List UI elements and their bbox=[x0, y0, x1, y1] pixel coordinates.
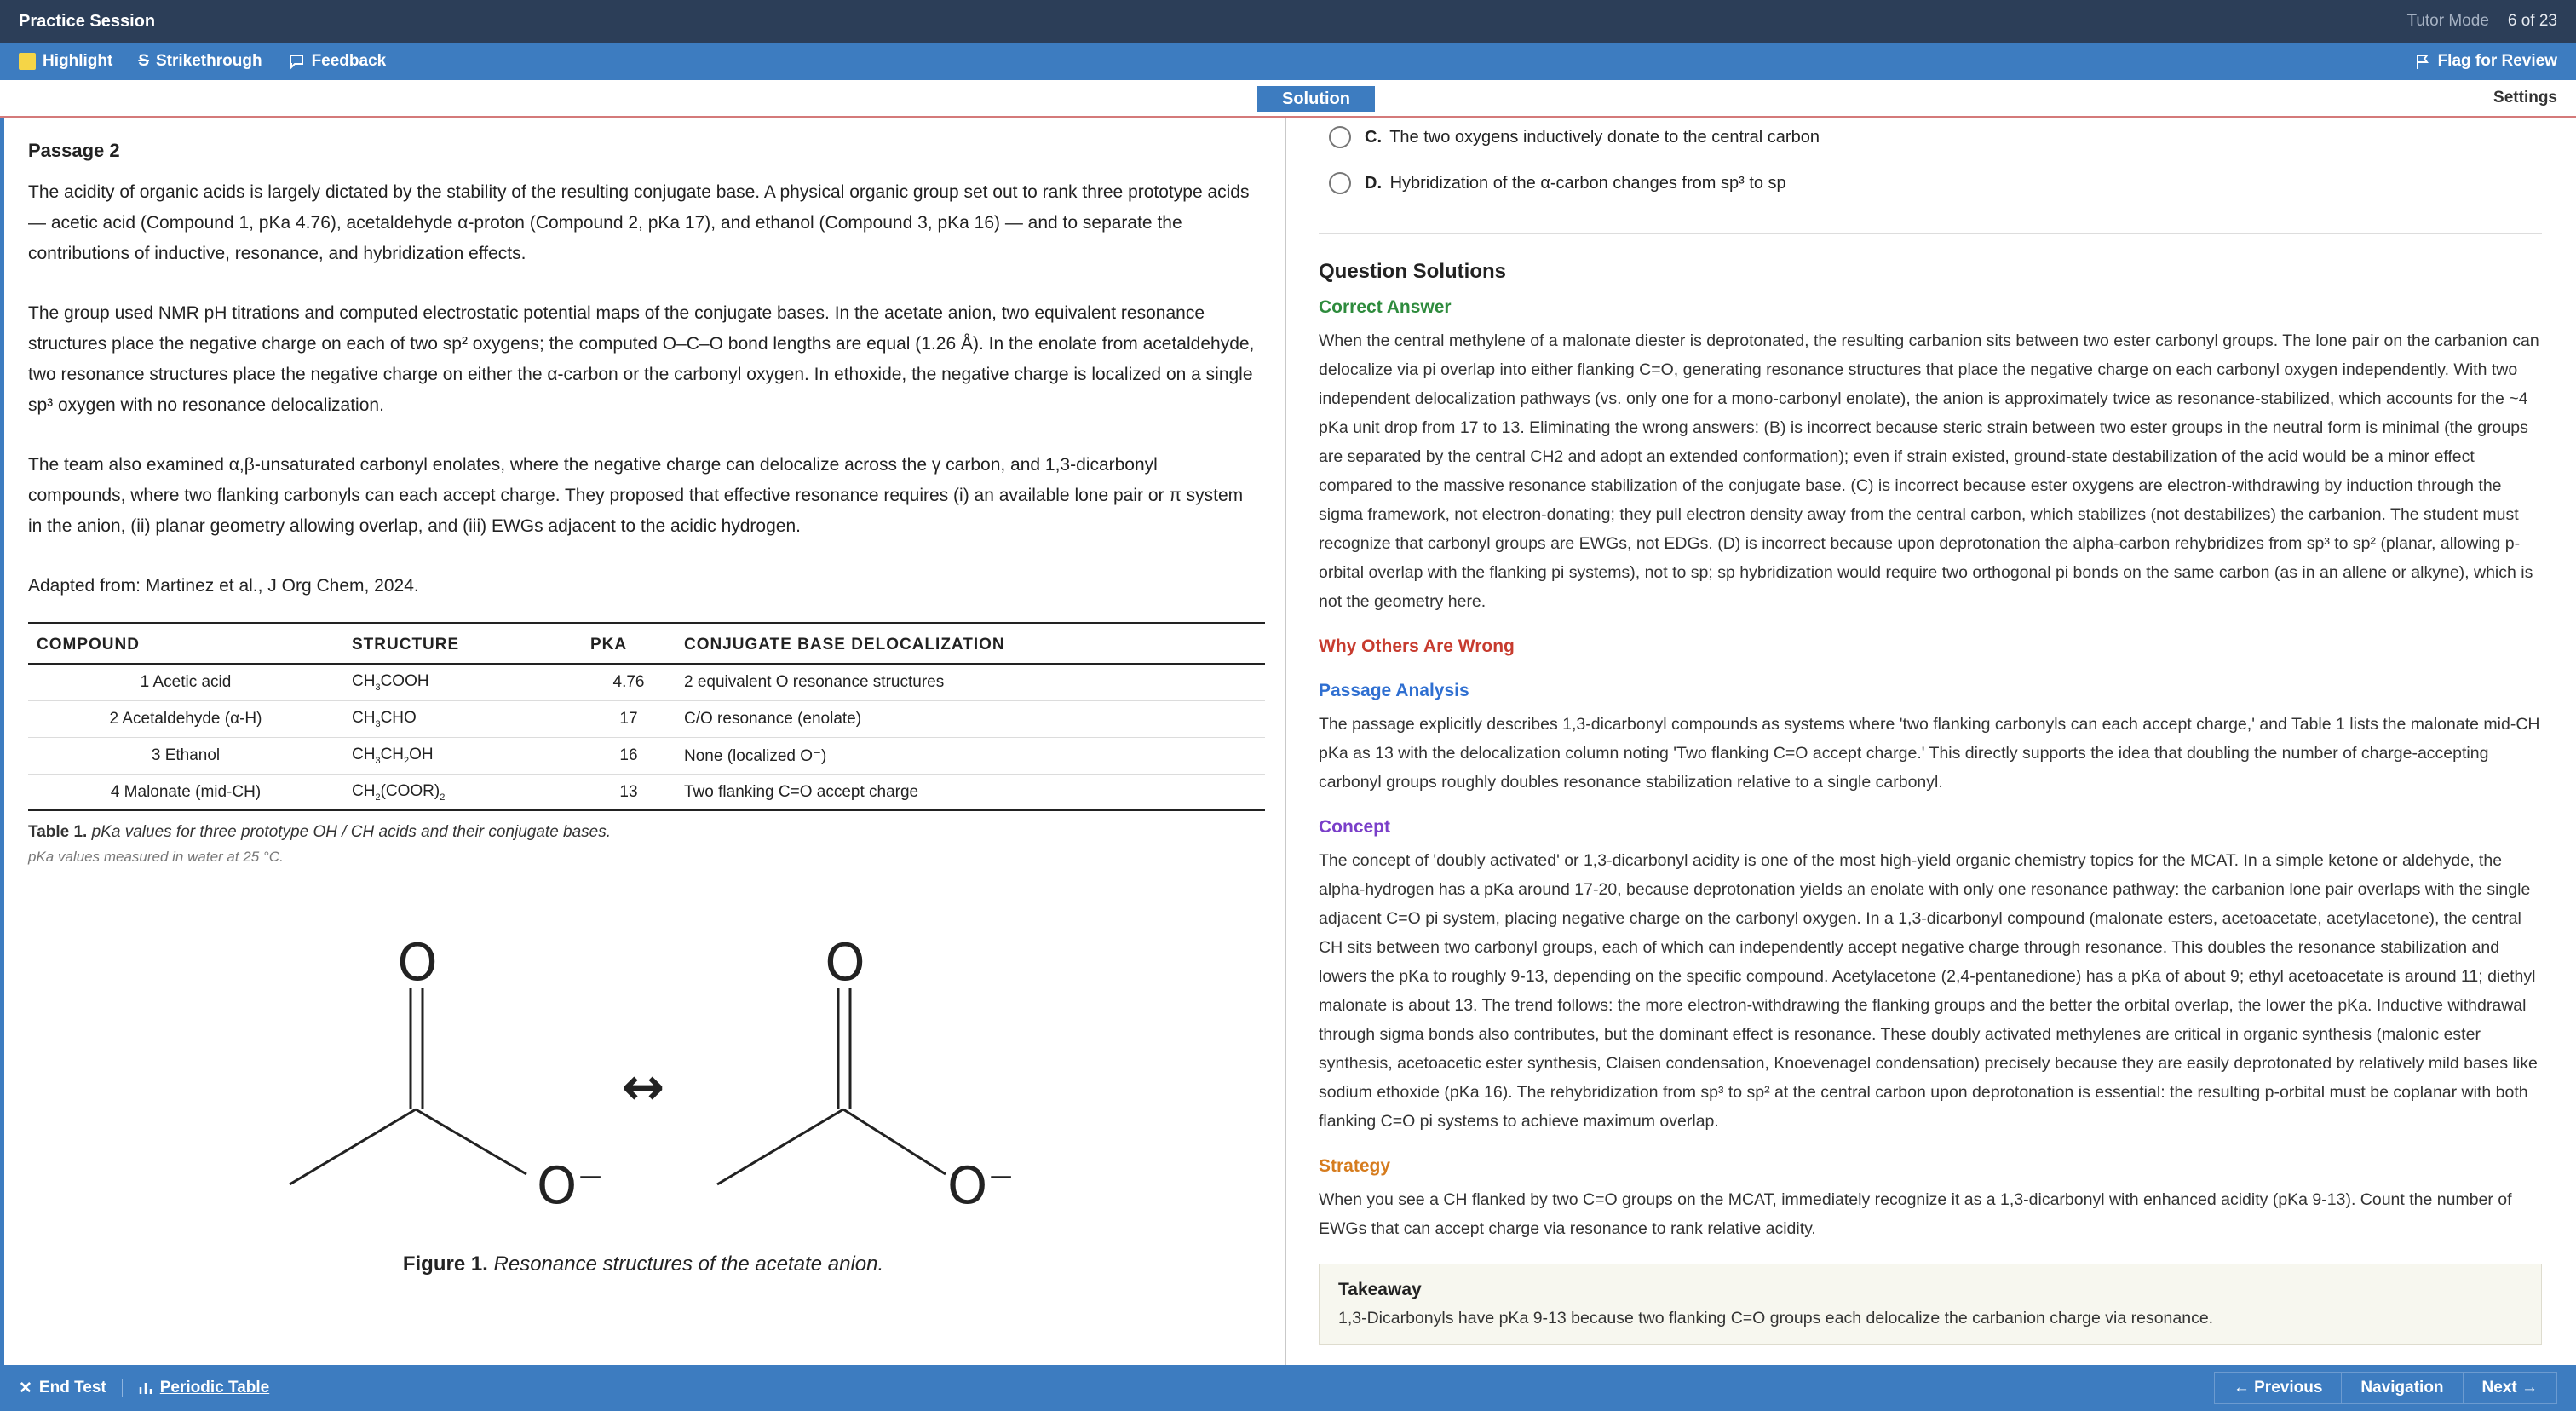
delocalization-cell: Two flanking C=O accept charge bbox=[676, 774, 1265, 810]
structure-cell: $CH_3COOH$ bbox=[343, 664, 582, 700]
takeaway-heading: Takeaway bbox=[1338, 1280, 1422, 1299]
periodic-table-label: Periodic Table bbox=[159, 1379, 270, 1397]
compound-cell: 2 Acetaldehyde (α-H) bbox=[28, 700, 343, 737]
oxide-label: O⁻ bbox=[537, 1156, 604, 1216]
end-test-button[interactable] bbox=[19, 1379, 106, 1398]
title-bar bbox=[0, 0, 2576, 43]
bottom-bar bbox=[0, 1365, 2576, 1411]
table-row bbox=[28, 774, 1265, 810]
table-header-row bbox=[28, 623, 1265, 664]
structure-cell: $CH_3CHO$ bbox=[343, 700, 582, 737]
resonance-structure-right bbox=[717, 988, 946, 1184]
oxide-label: O⁻ bbox=[947, 1156, 1015, 1216]
pka-table bbox=[28, 622, 1265, 811]
compound-cell: 4 Malonate (mid-CH) bbox=[28, 774, 343, 810]
highlight-button[interactable] bbox=[19, 52, 112, 71]
navigation-buttons bbox=[2215, 1372, 2557, 1404]
structure-cell: $CH_3CH_2OH$ bbox=[343, 737, 582, 774]
periodic-table-button[interactable] bbox=[138, 1379, 269, 1397]
session-title: Practice Session bbox=[19, 11, 156, 31]
choice-text: D. Hybridization of the α-carbon changes from sp³ to sp bbox=[1365, 173, 1786, 193]
flag-label: Flag for Review bbox=[2437, 52, 2557, 70]
title-bar-right bbox=[2406, 12, 2557, 31]
resonance-arrow: ↔ bbox=[621, 1057, 665, 1117]
takeaway-box bbox=[1319, 1264, 2542, 1345]
strategy-heading: Strategy bbox=[1319, 1156, 1391, 1176]
compound-cell: 1 Acetic acid bbox=[28, 664, 343, 700]
table-row bbox=[28, 737, 1265, 774]
end-test-label: End Test bbox=[38, 1379, 106, 1397]
divider bbox=[1319, 233, 2542, 234]
pka-cell: 16 bbox=[582, 737, 676, 774]
divider bbox=[122, 1379, 123, 1397]
strikethrough-button[interactable] bbox=[138, 52, 262, 71]
passage-paragraph-3: The team also examined α,β-unsaturated carbonyl enolates, where the negative charge can delocalize across the γ carbon, and 1,3-dicarbonyl compounds, where two flanking carbonyls can each accept charge. They proposed that effective resonance requires (i) an available lone pair or π system in the anion, (ii) planar geometry allowing overlap, and (iii) EWGs adjacent to the acidic hydrogen. bbox=[28, 455, 1244, 536]
passage-paragraph-1: The acidity of organic acids is largely dictated by the stability of the resulting conjugate base. A physical organic group set out to rank three prototype acids — acetic acid (Compound 1, pKa 4.76), acetaldehyde α-proton (Compound 2, pKa 17), and ethanol (Compound 3, pKa 16) — and to separate the contributions of inductive, resonance, and hybridization effects. bbox=[28, 182, 1250, 263]
radio-c[interactable] bbox=[1329, 126, 1351, 148]
solution-bar bbox=[0, 80, 2576, 118]
choice-text: C. The two oxygens inductively donate to the central carbon bbox=[1365, 127, 1820, 147]
passage-analysis-text: The passage explicitly describes 1,3-dicarbonyl compounds as systems where 'two flanking carbonyls can each accept charge,' and Table 1 lists the malonate mid-CH pKa as 13 with the delocalization column noting 'Two flanking C=O accept charge.' This directly supports the idea that doubling the number of charge-accepting carbonyl groups roughly doubles resonance stabilization relative to a single carbonyl. bbox=[1319, 715, 2540, 792]
correct-answer-text: When the central methylene of a malonate diester is deprotonated, the resulting carbanion sits between two ester carbonyl groups. The lone pair on the carbanion can delocalize via pi overlap into either flanking C=O, generating resonance structures that place the negative charge on each carbonyl oxygen independently. With two independent delocalization pathways (vs. only one for a mono-carbonyl enolate), the anion is approximately twice as resonance-stabilized, which accounts for the ~4 pKa unit drop from 17 to 13. Eliminating the wrong answers: (B) is incorrect because steric strain between two ester groups in the neutral form is minimal (the groups are separated by the central CH2 and adopt an extended conformation); even if strain existed, ground-state destabilization of the acid would be a minor effect compared to the massive resonance stabilization of the conjugate base. (C) is incorrect because ester oxygens are electron-withdrawing by induction through the sigma framework, not electron-donating; they pull electron density away from the central carbon, which stabilizes (not destabilizes) the carbanion. The student must recognize that carbonyl groups are EWGs, not EDGs. (D) is incorrect because upon deprotonation the alpha-carbon rehybridizes from sp³ to sp² (planar, allowing p-orbital overlap with the flanking pi systems), not to sp; sp hybridization would require two orthogonal pi bonds on the same carbon (as in an allene or alkyne), which is not the geometry here. bbox=[1319, 331, 2539, 611]
table-row bbox=[28, 700, 1265, 737]
chart-icon bbox=[138, 1380, 153, 1396]
table-header: CONJUGATE BASE DELOCALIZATION bbox=[676, 623, 1265, 664]
acetate-resonance-figure bbox=[256, 920, 1056, 1253]
flag-icon bbox=[2414, 53, 2431, 70]
navigation-button[interactable]: Navigation bbox=[2341, 1372, 2463, 1404]
feedback-button[interactable] bbox=[288, 52, 387, 71]
previous-button[interactable]: ← Previous bbox=[2214, 1372, 2343, 1404]
solutions-heading: Question Solutions bbox=[1319, 260, 1506, 283]
strikethrough-icon: S bbox=[138, 52, 149, 70]
compound-cell: 3 Ethanol bbox=[28, 737, 343, 774]
table-header: PKA bbox=[582, 623, 676, 664]
delocalization-cell: None (localized O⁻) bbox=[676, 737, 1265, 774]
structure-cell: $CH_2(COOR)_2$ bbox=[343, 774, 582, 810]
passage-analysis-heading: Passage Analysis bbox=[1319, 681, 1469, 700]
table-row bbox=[28, 664, 1265, 700]
strategy-text: When you see a CH flanked by two C=O groups on the MCAT, immediately recognize it as a 1,3-dicarbonyl with enhanced acidity (pKa 9-13). Count the number of EWGs that can accept charge via resonance to rank relative acidity. bbox=[1319, 1190, 2512, 1238]
table-header: COMPOUND bbox=[28, 623, 343, 664]
table-note: pKa values measured in water at 25 °C. bbox=[28, 849, 284, 865]
close-icon: ✕ bbox=[19, 1379, 32, 1397]
highlight-label: Highlight bbox=[43, 52, 113, 70]
radio-d[interactable] bbox=[1329, 172, 1351, 194]
solution-pane bbox=[1288, 118, 2576, 1365]
takeaway-text: 1,3-Dicarbonyls have pKa 9-13 because two flanking C=O groups each delocalize the carbanion charge via resonance. bbox=[1338, 1309, 2214, 1327]
correct-answer-heading: Correct Answer bbox=[1319, 297, 1452, 317]
flag-for-review-button[interactable] bbox=[2414, 52, 2557, 71]
pka-cell: 4.76 bbox=[582, 664, 676, 700]
speech-bubble-icon bbox=[288, 53, 305, 70]
table-header: STRUCTURE bbox=[343, 623, 582, 664]
passage-title: Passage 2 bbox=[28, 140, 120, 161]
concept-heading: Concept bbox=[1319, 817, 1390, 837]
table-caption: Table 1. pKa values for three prototype OH / CH acids and their conjugate bases. bbox=[28, 823, 612, 841]
figure-caption: Figure 1. Resonance structures of the acetate anion. bbox=[402, 1253, 884, 1276]
strikethrough-label: Strikethrough bbox=[156, 52, 262, 70]
question-counter: 6 of 23 bbox=[2507, 12, 2557, 30]
delocalization-cell: C/O resonance (enolate) bbox=[676, 700, 1265, 737]
settings-button[interactable]: Settings bbox=[2493, 89, 2557, 107]
highlight-icon bbox=[19, 53, 36, 70]
tab-solution[interactable]: Solution bbox=[1257, 86, 1375, 112]
passage-paragraph-2: The group used NMR pH titrations and computed electrostatic potential maps of the conjugate bases. In the acetate anion, two equivalent resonance structures place the negative charge on each of two sp² oxygens; the computed O–C–O bond lengths are equal (1.26 Å). In the enolate from acetaldehyde, two resonance structures place the negative charge on either the α-carbon or the carbonyl oxygen. In ethoxide, the negative charge is localized on a single sp³ oxygen with no resonance delocalization. bbox=[28, 303, 1255, 415]
answer-choice-c[interactable] bbox=[1319, 118, 2542, 160]
resonance-structure-left bbox=[290, 988, 526, 1184]
oxygen-label: O bbox=[397, 933, 438, 993]
next-button[interactable]: Next → bbox=[2463, 1372, 2557, 1404]
pka-cell: 13 bbox=[582, 774, 676, 810]
passage-source: Adapted from: Martinez et al., J Org Chem, 2024. bbox=[28, 576, 419, 596]
feedback-label: Feedback bbox=[311, 52, 387, 70]
concept-text: The concept of 'doubly activated' or 1,3-dicarbonyl acidity is one of the most high-yield organic chemistry topics for the MCAT. In a simple ketone or aldehyde, the alpha-hydrogen has a pKa around 17-20, because deprotonation yields an enolate with only one resonance pathway: the carbanion lone pair overlaps with the single adjacent C=O pi system, placing negative charge on the carbonyl oxygen. In a 1,3-dicarbonyl compound (malonate esters, acetoacetate, acetylacetone), the central CH sits between two carbonyl groups, each of which can independently accept negative charge through resonance. This doubles the resonance stabilization and lowers the pKa to roughly 9-13, depending on the specific compound. Acetylacetone (2,4-pentanedione) has a pKa of about 9; ethyl acetoacetate is around 11; diethyl malonate is about 13. The trend follows: the more electron-withdrawing the flanking groups and the better the orbital overlap, the lower the pKa. Inductive withdrawal through sigma bonds also contributes, but the dominant effect is resonance. These doubly activated methylenes are critical in organic synthesis (malonic ester synthesis, acetoacetic ester synthesis, Claisen condensation, Knoevenagel condensation) precisely because they are easily deprotonated by relatively mild bases like sodium ethoxide (pKa 16). The rehybridization from sp³ to sp² at the central carbon upon deprotonation is essential: the resulting p-orbital must be coplanar with both flanking C=O pi systems to achieve maximum overlap. bbox=[1319, 851, 2538, 1131]
why-others-wrong-heading: Why Others Are Wrong bbox=[1319, 636, 1515, 656]
pka-cell: 17 bbox=[582, 700, 676, 737]
delocalization-cell: 2 equivalent O resonance structures bbox=[676, 664, 1265, 700]
answer-choice-d[interactable] bbox=[1319, 160, 2542, 206]
tutor-mode-label: Tutor Mode bbox=[2406, 12, 2489, 30]
toolbar bbox=[0, 43, 2576, 80]
oxygen-label: O bbox=[825, 933, 865, 993]
